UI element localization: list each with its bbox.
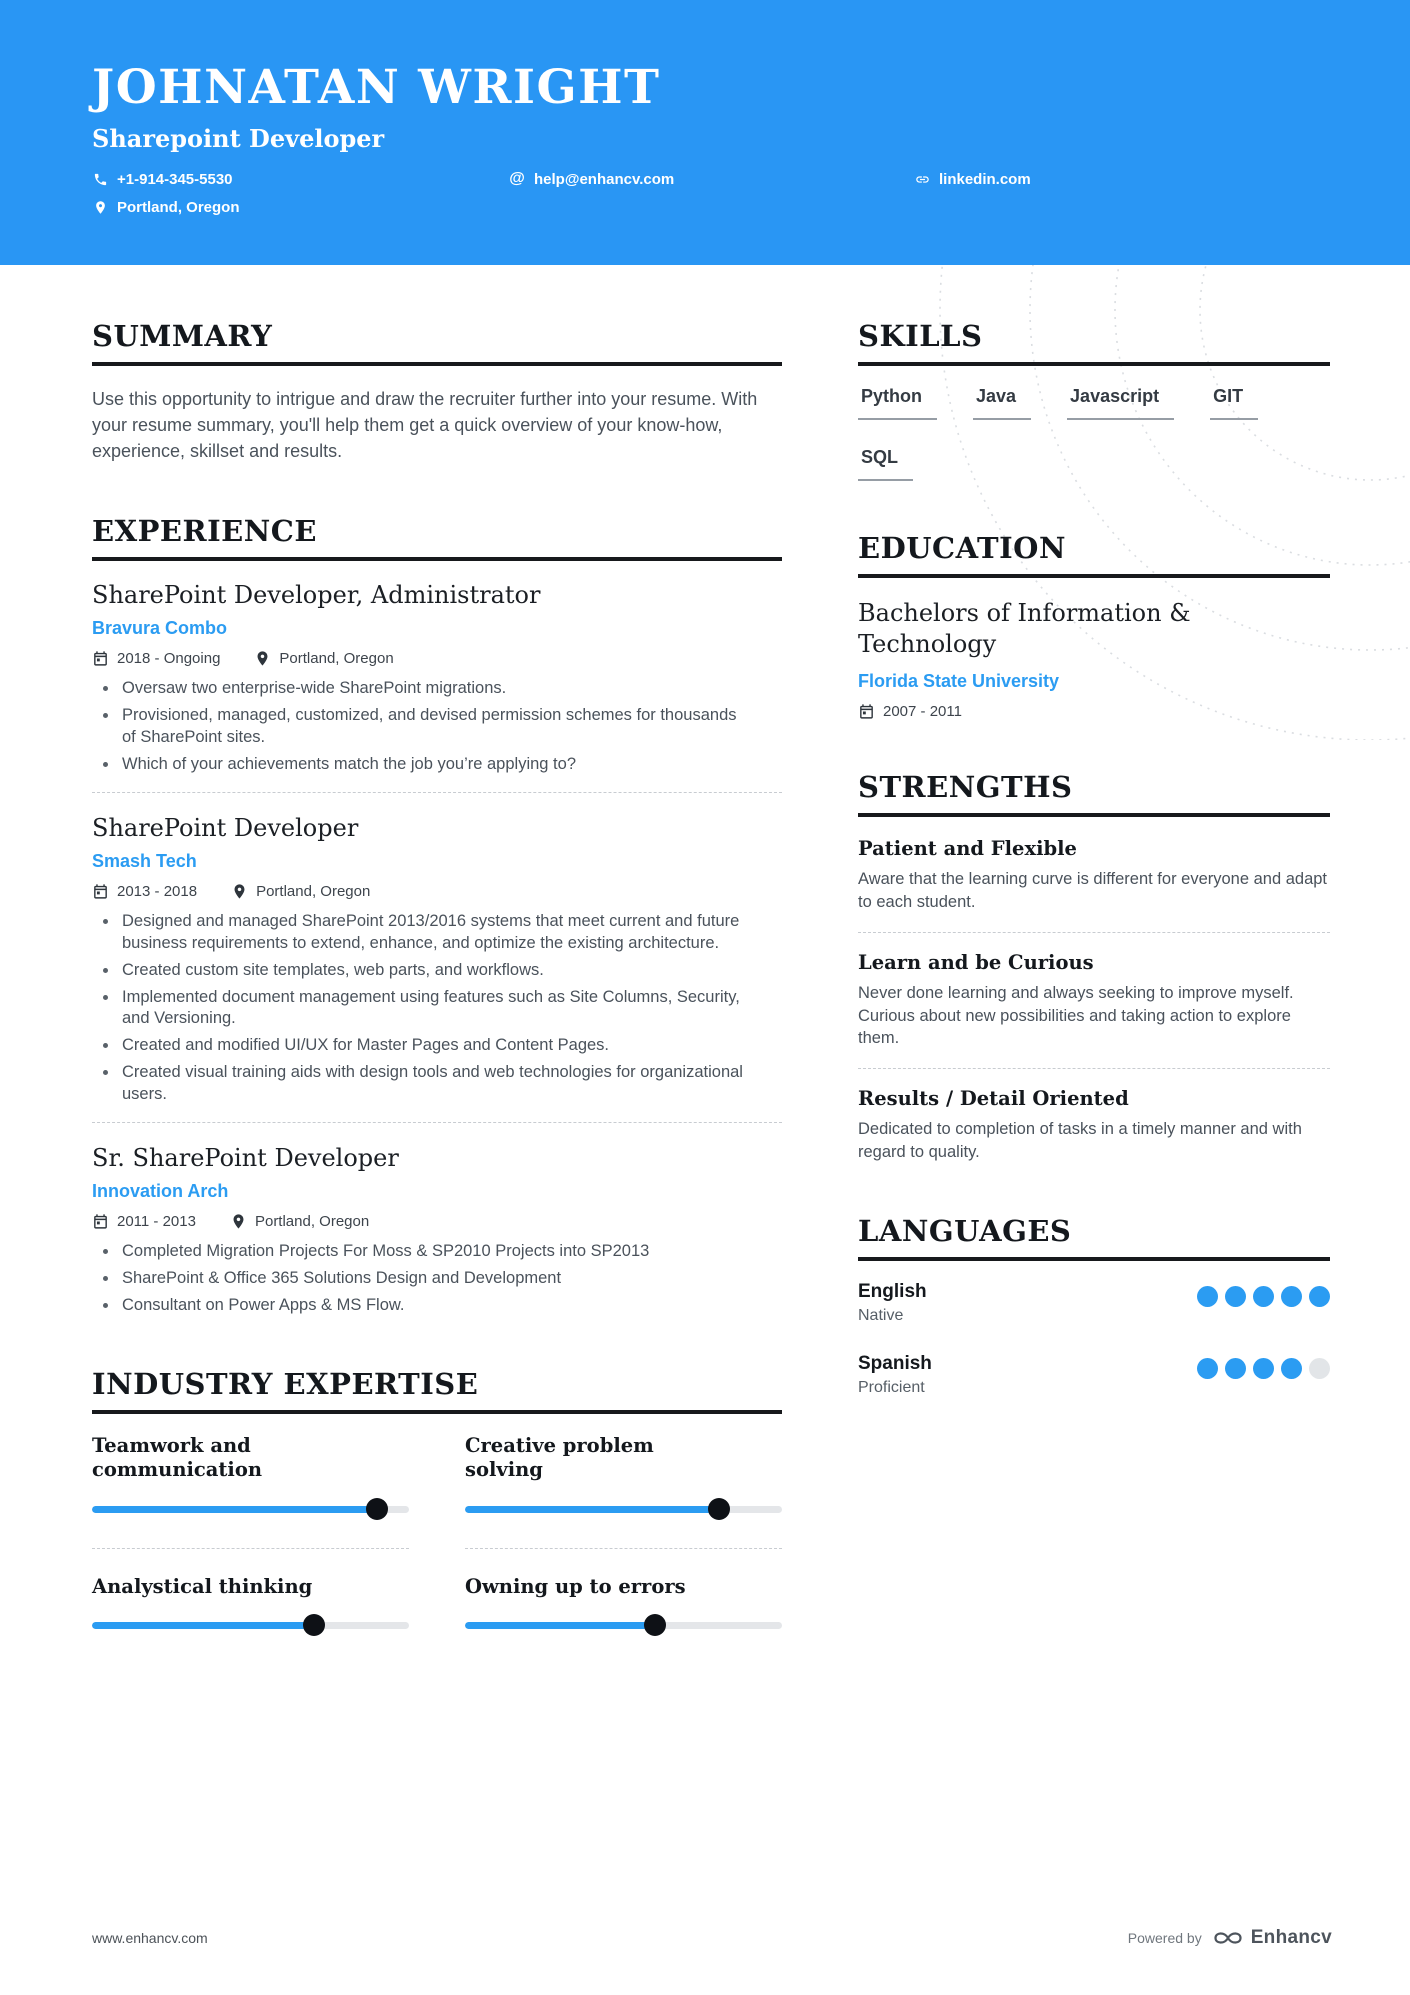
language-dot-filled	[1197, 1358, 1218, 1379]
location-pin-icon	[231, 883, 248, 900]
job-meta	[92, 1213, 782, 1230]
link-icon	[914, 171, 930, 187]
language-level: Proficient	[858, 1378, 925, 1396]
language-dots	[1197, 1358, 1330, 1379]
main-content	[0, 265, 1410, 1642]
skill-tag: Python	[858, 386, 937, 420]
dashed-divider	[858, 1068, 1330, 1069]
expertise-label: Teamwork and communication	[92, 1433, 263, 1482]
job-bullet: Which of your achievements match the job you’re applying to?	[92, 754, 747, 776]
location-pin-icon	[254, 650, 271, 667]
strength-item	[858, 837, 1330, 914]
summary-heading: SUMMARY	[92, 319, 782, 366]
footer-website-link[interactable]: www.enhancv.com	[92, 1930, 208, 1946]
language-name: English	[858, 1280, 927, 1302]
linkedin-contact[interactable]	[914, 171, 1031, 188]
language-row	[858, 1281, 1330, 1325]
expertise-slider[interactable]	[92, 1614, 409, 1636]
education-dates	[858, 703, 962, 720]
dashed-divider	[858, 932, 1330, 933]
left-column	[92, 265, 782, 1642]
expertise-label: Creative problem solving	[465, 1433, 654, 1482]
skill-tag: Java	[973, 386, 1031, 420]
job-dates	[92, 883, 197, 900]
job-bullet: Implemented document management using features such as Site Columns, Security, and Versioning.	[92, 987, 747, 1031]
education-section	[858, 531, 1330, 720]
skills-heading: SKILLS	[858, 319, 1330, 366]
languages-section	[858, 1214, 1330, 1397]
job-bullet: Created and modified UI/UX for Master Pages and Content Pages.	[92, 1035, 747, 1057]
skill-tag: GIT	[1210, 386, 1258, 420]
job-title: SharePoint Developer	[92, 814, 359, 843]
job-bullets	[92, 1241, 782, 1316]
job-location	[231, 883, 370, 900]
at-icon: @	[509, 170, 525, 188]
slider-knob[interactable]	[708, 1498, 730, 1520]
slider-fill	[465, 1506, 719, 1513]
candidate-name: JOHNATAN WRIGHT	[92, 60, 661, 115]
degree-title: Bachelors of Information & Technology	[858, 599, 1191, 659]
phone-icon	[92, 171, 108, 187]
job-dates-text: 2018 - Ongoing	[117, 650, 221, 668]
skill-tag: SQL	[858, 447, 913, 481]
slider-track	[92, 1506, 409, 1513]
language-row	[858, 1353, 1330, 1397]
job-bullets	[92, 911, 782, 1105]
company-link[interactable]: Innovation Arch	[92, 1181, 229, 1202]
skill-tag: Javascript	[1067, 386, 1174, 420]
location-contact	[92, 199, 240, 216]
powered-by-label: Powered by	[1127, 1930, 1202, 1946]
job-dates-text: 2013 - 2018	[117, 883, 198, 901]
job-bullet: SharePoint & Office 365 Solutions Design and Development	[92, 1268, 747, 1290]
language-name: Spanish	[858, 1352, 932, 1374]
job-meta	[92, 883, 782, 900]
expertise-slider[interactable]	[465, 1614, 782, 1636]
language-dot-filled	[1253, 1358, 1274, 1379]
summary-section	[92, 319, 782, 464]
job-bullet: Completed Migration Projects For Moss & SP2010 Projects into SP2013	[92, 1241, 747, 1263]
language-info	[858, 1353, 932, 1397]
language-dot-filled	[1253, 1286, 1274, 1307]
job-bullet: Created custom site templates, web parts, and workflows.	[92, 960, 747, 982]
job-location	[230, 1213, 369, 1230]
calendar-icon	[92, 883, 109, 900]
right-column	[858, 265, 1330, 1642]
location-pin-icon	[230, 1213, 247, 1230]
expertise-item	[465, 1548, 782, 1642]
header	[0, 0, 1410, 265]
job-bullet: Created visual training aids with design tools and web technologies for organizational users.	[92, 1062, 747, 1106]
strength-title: Patient and Flexible	[858, 837, 1077, 861]
language-dot-filled	[1281, 1286, 1302, 1307]
skills-section	[858, 319, 1330, 481]
job-bullet: Designed and managed SharePoint 2013/2016 systems that meet current and future business requirements to extend, enhance, and optimize the existing architecture.	[92, 911, 747, 955]
dashed-divider	[92, 792, 782, 793]
linkedin-url: linkedin.com	[939, 170, 1031, 188]
dashed-divider	[92, 1122, 782, 1123]
calendar-icon	[92, 1213, 109, 1230]
phone-contact	[92, 171, 509, 188]
school-link[interactable]: Florida State University	[858, 671, 1060, 692]
language-dot-filled	[1309, 1286, 1330, 1307]
enhancv-logo-icon	[1212, 1928, 1244, 1948]
job-location-text: Portland, Oregon	[256, 883, 371, 901]
experience-section	[92, 514, 782, 1316]
contact-row-2	[92, 199, 1330, 216]
job-dates-text: 2011 - 2013	[117, 1213, 196, 1231]
enhancv-brand[interactable]	[1212, 1927, 1332, 1949]
slider-knob[interactable]	[644, 1614, 666, 1636]
strength-item	[858, 951, 1330, 1050]
job-title: SharePoint Developer, Administrator	[92, 581, 541, 610]
job-bullets	[92, 678, 782, 775]
language-dot-filled	[1281, 1358, 1302, 1379]
experience-entry	[92, 814, 782, 1105]
slider-knob[interactable]	[303, 1614, 325, 1636]
expertise-slider[interactable]	[92, 1498, 409, 1520]
experience-heading: EXPERIENCE	[92, 514, 782, 561]
language-level: Native	[858, 1306, 904, 1324]
strength-text: Aware that the learning curve is different for everyone and adapt to each student.	[858, 870, 1328, 912]
strengths-section	[858, 770, 1330, 1163]
job-location	[254, 650, 393, 667]
industry-expertise-heading: INDUSTRY EXPERTISE	[92, 1367, 782, 1414]
email-address: help@enhancv.com	[534, 170, 675, 188]
expertise-grid	[92, 1434, 782, 1642]
experience-entry	[92, 1144, 782, 1316]
calendar-icon	[858, 703, 875, 720]
expertise-label: Owning up to errors	[465, 1574, 686, 1598]
strength-item	[858, 1087, 1330, 1164]
summary-text: Use this opportunity to intrigue and draw the recruiter further into your resume. With your resume summary, you'll help them get a quick overview of your know-how, experience, skillset and results.	[92, 389, 758, 462]
powered-by-group	[1128, 1927, 1332, 1949]
strength-text: Dedicated to completion of tasks in a timely manner and with regard to quality.	[858, 1120, 1302, 1161]
job-meta	[92, 650, 782, 667]
skills-list	[858, 386, 1330, 481]
job-bullet: Provisioned, managed, customized, and devised permission schemes for thousands of SharePoint sites.	[92, 705, 747, 749]
expertise-label: Analystical thinking	[92, 1574, 313, 1598]
job-location-text: Portland, Oregon	[279, 650, 394, 668]
slider-track	[465, 1622, 782, 1629]
language-dot-filled	[1197, 1286, 1218, 1307]
expertise-slider[interactable]	[465, 1498, 782, 1520]
slider-knob[interactable]	[366, 1498, 388, 1520]
candidate-title: Sharepoint Developer	[92, 123, 385, 153]
calendar-icon	[92, 650, 109, 667]
education-heading: EDUCATION	[858, 531, 1330, 578]
education-meta	[858, 703, 1330, 720]
strength-title: Learn and be Curious	[858, 950, 1094, 974]
experience-entry	[92, 581, 782, 775]
industry-expertise-section	[92, 1367, 782, 1642]
company-link[interactable]: Smash Tech	[92, 851, 197, 872]
language-dot-empty	[1309, 1358, 1330, 1379]
job-location-text: Portland, Oregon	[254, 1213, 370, 1231]
location-text: Portland, Oregon	[117, 198, 240, 216]
email-contact[interactable]	[509, 171, 914, 188]
enhancv-brand-name: Enhancv	[1250, 1927, 1332, 1948]
contact-row	[92, 171, 1330, 188]
strengths-heading: STRENGTHS	[858, 770, 1330, 817]
strength-title: Results / Detail Oriented	[858, 1087, 1129, 1111]
expertise-item	[92, 1548, 409, 1642]
job-bullet: Oversaw two enterprise-wide SharePoint migrations.	[92, 678, 747, 700]
education-dates-text: 2007 - 2011	[883, 703, 962, 721]
strength-text: Never done learning and always seeking to improve myself. Curious about new possibilities and taking action to explore them.	[858, 983, 1294, 1048]
expertise-item	[92, 1434, 409, 1548]
slider-fill	[465, 1622, 655, 1629]
slider-track	[465, 1506, 782, 1513]
language-info	[858, 1281, 927, 1325]
job-title: Sr. SharePoint Developer	[92, 1144, 399, 1173]
language-dot-filled	[1225, 1358, 1246, 1379]
job-dates	[92, 1213, 196, 1230]
phone-number: +1-914-345-5530	[117, 170, 233, 188]
languages-heading: LANGUAGES	[858, 1214, 1330, 1261]
slider-fill	[92, 1622, 314, 1629]
job-dates	[92, 650, 220, 667]
expertise-item	[465, 1434, 782, 1548]
slider-track	[92, 1622, 409, 1629]
location-icon	[92, 199, 108, 215]
slider-fill	[92, 1506, 377, 1513]
footer	[0, 1927, 1410, 1995]
language-dot-filled	[1225, 1286, 1246, 1307]
company-link[interactable]: Bravura Combo	[92, 618, 228, 639]
job-bullet: Consultant on Power Apps & MS Flow.	[92, 1295, 747, 1317]
language-dots	[1197, 1286, 1330, 1307]
